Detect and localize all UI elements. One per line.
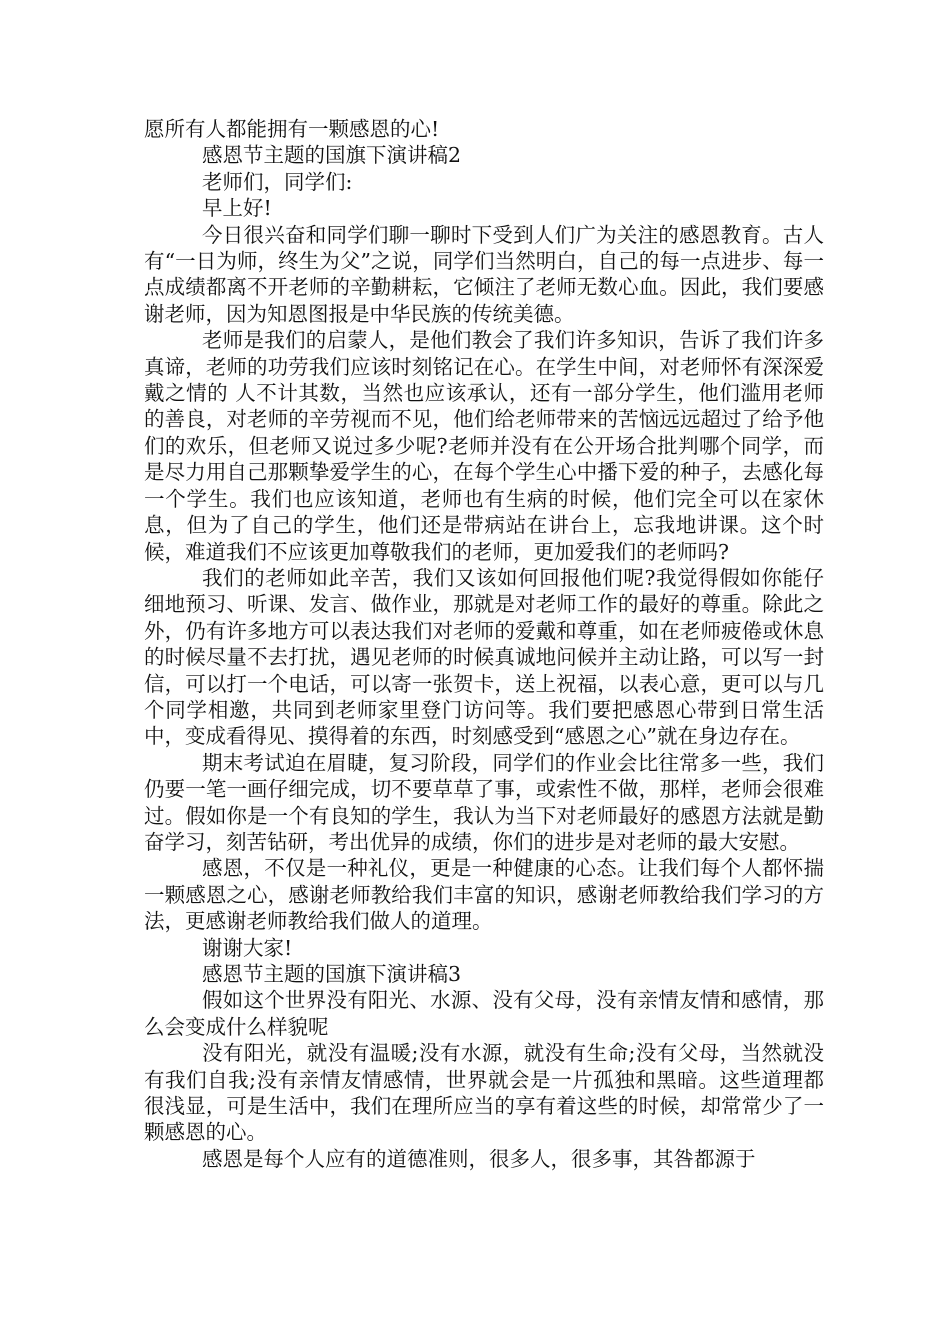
greeting: 早上好! [202,196,272,221]
paragraph: 感恩，不仅是一种礼仪，更是一种健康的心态。让我们每个人都怀揣一颗感恩之心，感谢老师教给我们丰富的知识，感谢老师教给我们学习的方法，更感谢老师教给我们做人的道理。 [144,856,824,934]
paragraph: 感恩是每个人应有的道德准则，很多人，很多事，其咎都源于 [202,1146,756,1171]
section-heading: 感恩节主题的国旗下演讲稿3 [202,962,462,986]
paragraph: 老师是我们的启蒙人，是他们教会了我们许多知识，告诉了我们许多真谛，老师的功劳我们应该时刻铭记在心。在学生中间，对老师怀有深深爱戴之情的 人不计其数，当然也应该承认，还有一部分学生，他们滥用老师的善良，对老师的辛劳视而不见，他们给老师带来的苦恼远远超过了给予他们的欢乐，但老师又说过多少呢?老师并没有在公开场合批判哪个同学，而是尽力用自己那颗挚爱学生的心，在每个学生心中播下爱的种子，去感化每一个学生。我们也应该知道，老师也有生病的时候，他们完全可以在家休息，但为了自己的学生，他们还是带病站在讲台上，忘我地讲课。这个时候，难道我们不应该更加尊敬我们的老师，更加爱我们的老师吗? [144,328,824,564]
section-heading: 感恩节主题的国旗下演讲稿2 [202,143,462,168]
paragraph: 没有阳光，就没有温暖;没有水源，就没有生命;没有父母，当然就没有我们自我;没有亲情友情感情，世界就会是一片孤独和黑暗。这些道理都很浅显，可是生活中，我们在理所应当的享有着这些的时候，却常常少了一颗感恩的心。 [144,1041,824,1145]
paragraph: 愿所有人都能拥有一颗感恩的心! [144,117,440,141]
document-body [144,116,824,1172]
paragraph: 假如这个世界没有阳光、水源、没有父母，没有亲情友情和感情，那么会变成什么样貌呢 [144,988,824,1039]
salutation: 老师们，同学们: [202,169,353,194]
paragraph: 期末考试迫在眉睫，复习阶段，同学们的作业会比往常多一些，我们仍要一笔一画仔细完成，切不要草草了事，或索性不做，那样，老师会很难过。假如你是一个有良知的学生，我认为当下对老师最好的感恩方法就是勤奋学习，刻苦钻研，考出优异的成绩，你们的进步是对老师的最大安慰。 [144,750,824,854]
paragraph: 今日很兴奋和同学们聊一聊时下受到人们广为关注的感恩教育。古人有“一日为师，终生为父”之说，同学们当然明白，自己的每一点进步、每一点成绩都离不开老师的辛勤耕耘，它倾注了老师无数心血。因此，我们要感谢老师，因为知恩图报是中华民族的传统美德。 [144,222,824,326]
closing-line: 谢谢大家! [202,935,293,960]
paragraph: 我们的老师如此辛苦，我们又该如何回报他们呢?我觉得假如你能仔细地预习、听课、发言、做作业，那就是对老师工作的最好的尊重。除此之外，仍有许多地方可以表达我们对老师的爱戴和尊重，如在老师疲倦或休息的时候尽量不去打扰，遇见老师的时候真诚地问候并主动让路，可以写一封信，可以打一个电话，可以寄一张贺卡，送上祝福，以表心意，更可以与几个同学相邀，共同到老师家里登门访问等。我们要把感恩心带到日常生活中，变成看得见、摸得着的东西，时刻感受到“感恩之心”就在身边存在。 [144,565,824,749]
